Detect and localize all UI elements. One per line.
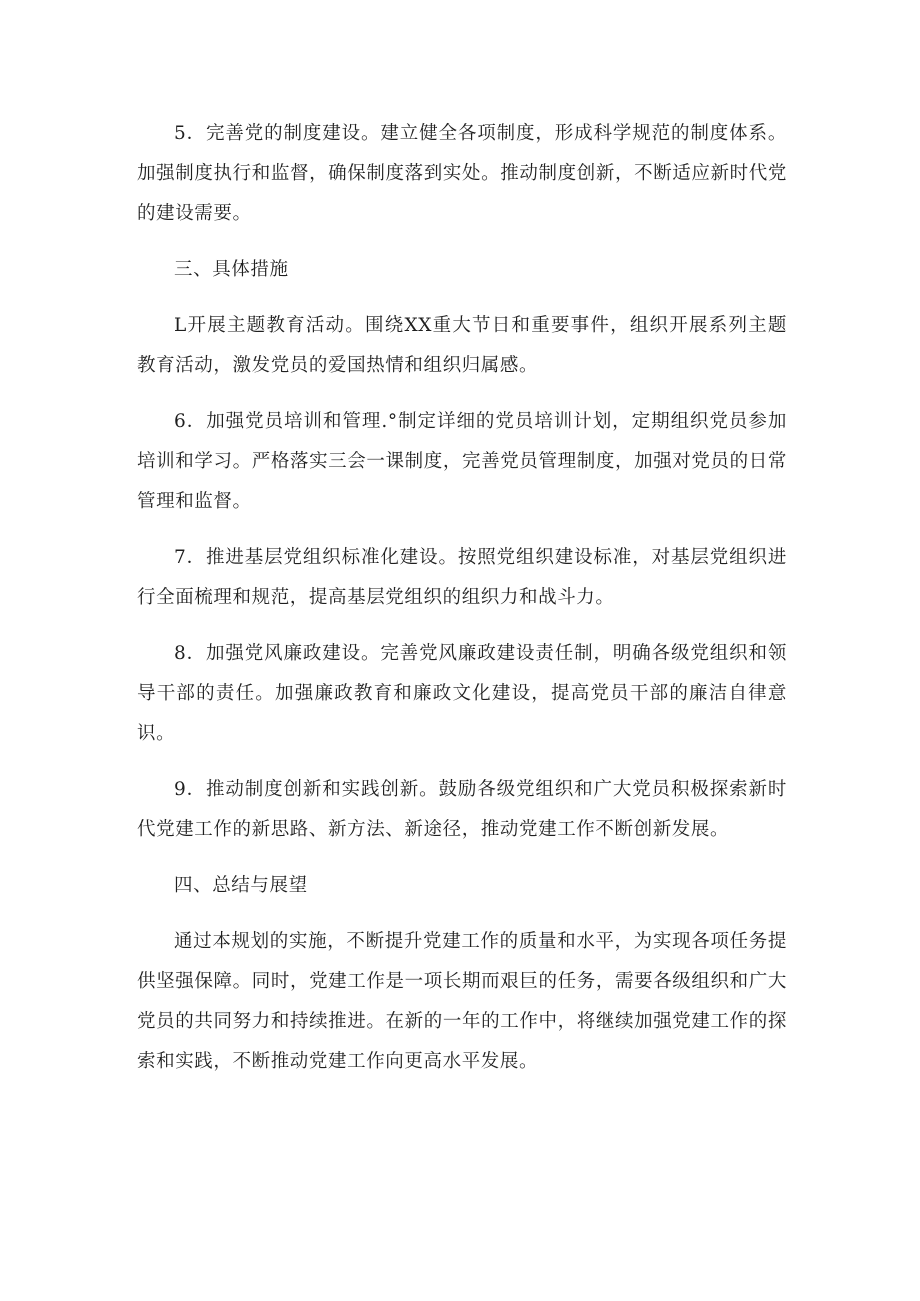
paragraph-item-8: 8．加强党风廉政建设。完善党风廉政建设责任制，明确各级党组织和领导干部的责任。加强廉政教育和廉政文化建设，提高党员干部的廉洁自律意识。 bbox=[137, 643, 787, 744]
document-body bbox=[137, 114, 787, 1098]
section-heading-specific-measures: 三、具体措施 bbox=[174, 259, 289, 280]
paragraph-summary: 通过本规划的实施，不断提升党建工作的质量和水平，为实现各项任务提供坚强保障。同时，党建工作是一项长期而艰巨的任务，需要各级组织和广大党员的共同努力和持续推进。在新的一年的工作中，将继续加强党建工作的探索和实践，不断推动党建工作向更高水平发展。 bbox=[137, 931, 787, 1072]
paragraph-item-9: 9．推动制度创新和实践创新。鼓励各级党组织和广大党员积极探索新时代党建工作的新思路、新方法、新途径，推动党建工作不断创新发展。 bbox=[137, 779, 787, 840]
paragraph-item-6: 6．加强党员培训和管理.°制定详细的党员培训计划，定期组织党员参加培训和学习。严格落实三会一课制度，完善党员管理制度，加强对党员的日常管理和监督。 bbox=[137, 411, 787, 512]
section-heading-summary-outlook: 四、总结与展望 bbox=[174, 875, 308, 896]
paragraph-item-1: L开展主题教育活动。围绕XX重大节日和重要事件，组织开展系列主题教育活动，激发党员的爱国热情和组织归属感。 bbox=[137, 315, 787, 376]
paragraph-item-7: 7．推进基层党组织标准化建设。按照党组织建设标准，对基层党组织进行全面梳理和规范，提高基层党组织的组织力和战斗力。 bbox=[137, 547, 787, 608]
paragraph-item-5: 5．完善党的制度建设。建立健全各项制度，形成科学规范的制度体系。加强制度执行和监督，确保制度落到实处。推动制度创新，不断适应新时代党的建设需要。 bbox=[137, 123, 787, 224]
